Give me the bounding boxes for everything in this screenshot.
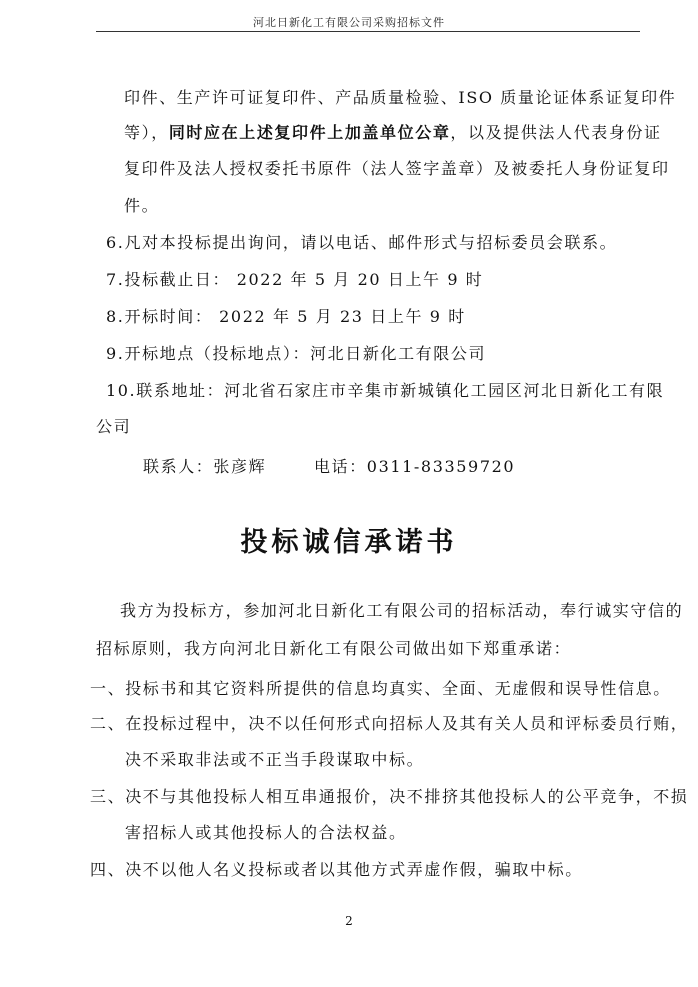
item-6-inquiry: 6.凡对本投标提出询问，请以电话、邮件形式与招标委员会联系。 [106, 233, 618, 252]
commitment-intro-line-2: 招标原则，我方向河北日新化工有限公司做出如下郑重承诺： [96, 639, 572, 658]
header-title: 河北日新化工有限公司采购招标文件 [253, 16, 445, 29]
commitment-title: 投标诚信承诺书 [240, 527, 458, 558]
contact-person: 联系人：张彦辉 [143, 457, 267, 476]
continuation-line-2 [124, 122, 662, 144]
continuation-line-1: 印件、生产许可证复印件、产品质量检验、ISO 质量论证体系证复印件 [124, 88, 677, 107]
continuation-line-4: 件。 [124, 196, 160, 215]
commitment-item-1: 一、投标书和其它资料所提供的信息均真实、全面、无虚假和误导性信息。 [90, 679, 671, 698]
continuation-line-2-a: 等）， [124, 123, 169, 142]
contact-phone: 电话：0311-83359720 [314, 457, 516, 476]
item-10-address-line-1: 10.联系地址：河北省石家庄市辛集市新城镇化工园区河北日新化工有限 [106, 381, 665, 400]
stamp-requirement: 同时应在上述复印件上加盖单位公章 [168, 123, 451, 142]
item-10-address-line-2: 公司 [96, 417, 132, 436]
header-divider [96, 31, 640, 32]
item-8-opening-time: 8.开标时间： 2022 年 5 月 23 日上午 9 时 [106, 307, 466, 326]
commitment-item-2-line-1: 二、在投标过程中，决不以任何形式向招标人及其有关人员和评标委员行贿， [90, 714, 689, 733]
page-number: 2 [345, 914, 353, 928]
commitment-item-4: 四、决不以他人名义投标或者以其他方式弄虚作假，骗取中标。 [90, 860, 583, 879]
commitment-item-3-line-1: 三、决不与其他投标人相互串通报价，决不排挤其他投标人的公平竞争，不损 [90, 787, 689, 806]
item-9-opening-location: 9.开标地点（投标地点）：河北日新化工有限公司 [106, 344, 487, 363]
item-7-deadline: 7.投标截止日： 2022 年 5 月 20 日上午 9 时 [106, 270, 484, 289]
continuation-line-3: 复印件及法人授权委托书原件（法人签字盖章）及被委托人身份证复印 [124, 159, 670, 178]
commitment-intro-line-1: 我方为投标方，参加河北日新化工有限公司的招标活动，奉行诚实守信的 [120, 601, 684, 620]
continuation-line-2-b: ，以及提供法人代表身份证 [450, 123, 662, 142]
commitment-item-3-line-2: 害招标人或其他投标人的合法权益。 [125, 823, 407, 842]
commitment-item-2-line-2: 决不采取非法或不正当手段谋取中标。 [125, 750, 425, 769]
